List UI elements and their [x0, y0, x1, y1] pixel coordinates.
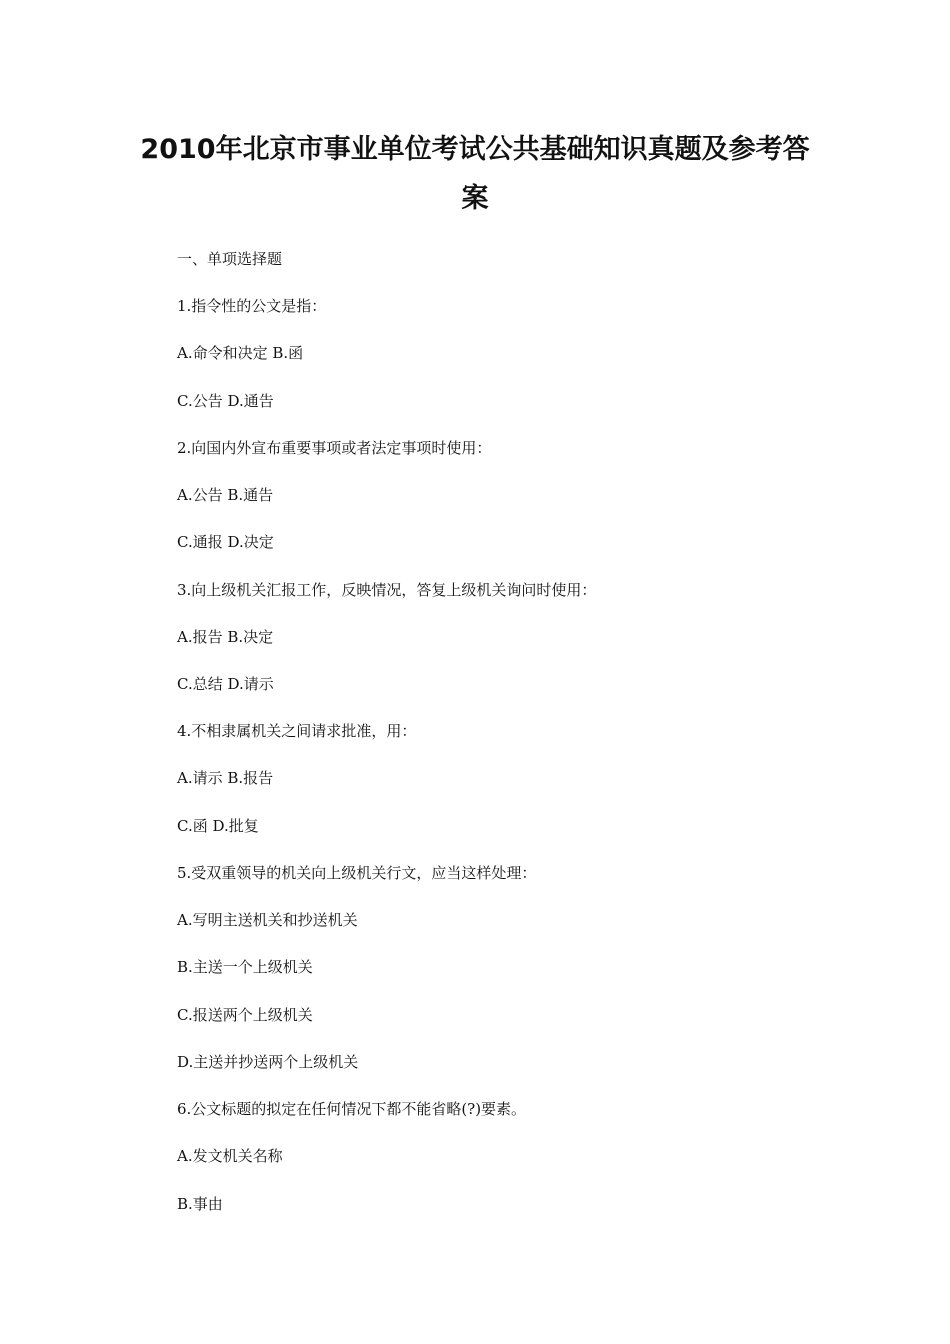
question-5-option-a: A.写明主送机关和抄送机关	[177, 911, 358, 929]
question-3: 3.向上级机关汇报工作，反映情况，答复上级机关询问时使用：	[177, 581, 597, 599]
question-3-options-cd: C.总结 D.请示	[177, 675, 274, 693]
question-6: 6.公文标题的拟定在任何情况下都不能省略(?)要素。	[177, 1100, 527, 1118]
question-4-options-ab: A.请示 B.报告	[177, 769, 274, 787]
question-4-options-cd: C.函 D.批复	[177, 817, 259, 835]
question-5-option-d: D.主送并抄送两个上级机关	[177, 1053, 359, 1071]
question-3-options-ab: A.报告 B.决定	[177, 628, 274, 646]
question-2-options-cd: C.通报 D.决定	[177, 533, 274, 551]
document-title-line-1: 2010年北京市事业单位考试公共基础知识真题及参考答	[140, 134, 810, 165]
question-5-option-c: C.报送两个上级机关	[177, 1006, 313, 1024]
question-6-option-b: B.事由	[177, 1195, 223, 1213]
document-title-line-2: 案	[461, 183, 489, 214]
question-4: 4.不相隶属机关之间请求批准，用：	[177, 722, 417, 740]
section-heading: 一、单项选择题	[177, 250, 283, 268]
question-2-options-ab: A.公告 B.通告	[177, 486, 274, 504]
question-2: 2.向国内外宣布重要事项或者法定事项时使用：	[177, 439, 492, 457]
question-1-options-cd: C.公告 D.通告	[177, 392, 274, 410]
question-1: 1.指令性的公文是指：	[177, 297, 327, 315]
question-5-option-b: B.主送一个上级机关	[177, 958, 313, 976]
question-6-option-a: A.发文机关名称	[177, 1147, 283, 1165]
question-5: 5.受双重领导的机关向上级机关行文，应当这样处理：	[177, 864, 537, 882]
question-1-options-ab: A.命令和决定 B.函	[177, 344, 304, 362]
